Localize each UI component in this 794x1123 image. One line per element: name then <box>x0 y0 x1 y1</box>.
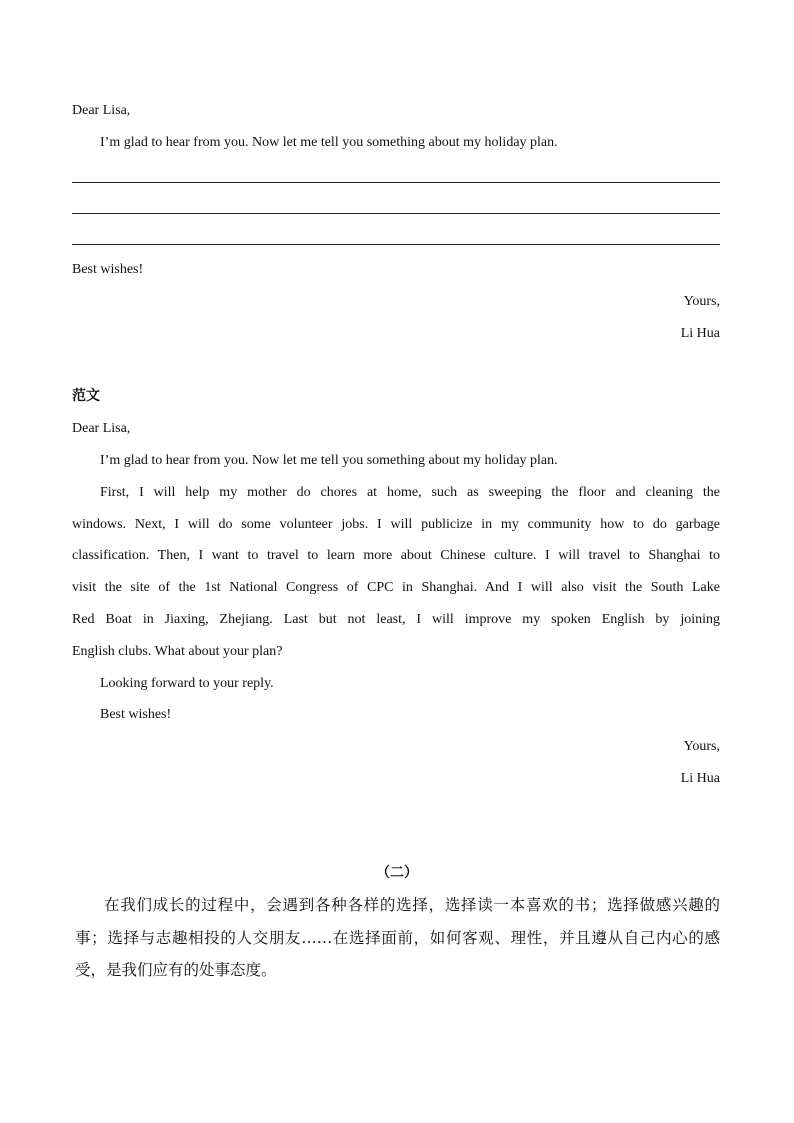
writing-line <box>72 244 720 245</box>
part2-paragraph-line: 事；选择与志趣相投的人交朋友……在选择面前，如何客观、理性，并且遵从自己内心的感 <box>75 929 720 947</box>
sample-body-line: classification. Then, I want to travel to learn more about Chinese culture. I will travel to Shanghai to <box>72 548 720 563</box>
sample-body-line: Red Boat in Jiaxing, Zhejiang. Last but not least, I will improve my spoken English by joining <box>72 612 720 627</box>
template-name: Li Hua <box>680 326 720 341</box>
section-number: （二） <box>376 865 418 881</box>
template-salutation: Dear Lisa, <box>72 103 131 118</box>
part2-paragraph-line: 受，是我们应有的处事态度。 <box>75 961 277 979</box>
writing-line <box>72 213 720 214</box>
sample-body-line: First, I will help my mother do chores at home, such as sweeping the floor and cleaning the <box>100 485 720 500</box>
sample-body-line: windows. Next, I will do some volunteer jobs. I will publicize in my community how to do garbage <box>72 517 720 532</box>
template-closing: Best wishes! <box>72 262 144 277</box>
sample-heading: 范文 <box>72 388 100 404</box>
template-signoff: Yours, <box>683 294 720 309</box>
sample-name: Li Hua <box>680 771 720 786</box>
sample-body-line: visit the site of the 1st National Congress of CPC in Shanghai. And I will also visit the South Lake <box>72 580 720 595</box>
sample-looking-forward: Looking forward to your reply. <box>100 676 274 691</box>
sample-salutation: Dear Lisa, <box>72 421 131 436</box>
writing-line <box>72 182 720 183</box>
part2-paragraph-line: 在我们成长的过程中，会遇到各种各样的选择，选择读一本喜欢的书；选择做感兴趣的 <box>104 896 720 914</box>
template-opening-line: I’m glad to hear from you. Now let me tell you something about my holiday plan. <box>100 135 558 150</box>
sample-closing: Best wishes! <box>100 707 172 722</box>
sample-body-line: English clubs. What about your plan? <box>72 644 283 659</box>
sample-opening-line: I’m glad to hear from you. Now let me tell you something about my holiday plan. <box>100 453 558 468</box>
sample-signoff: Yours, <box>683 739 720 754</box>
